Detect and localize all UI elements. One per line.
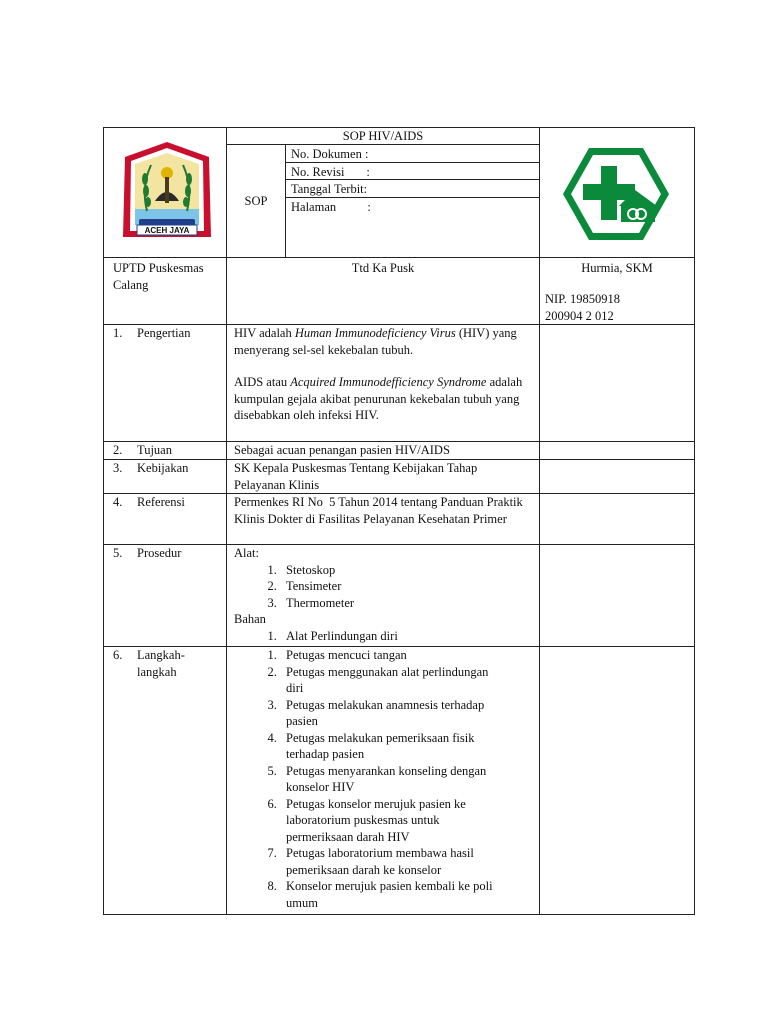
row-title: Langkah- langkah [137, 648, 185, 679]
list-item: 5. Petugas menyarankan konseling dengan konselor HIV [280, 763, 508, 796]
row-number: 1. [113, 326, 123, 340]
official-name: Hurmia, SKM [581, 261, 653, 275]
list-item: 2. Tensimeter [280, 578, 538, 595]
langkah-list [234, 647, 508, 911]
signature-label: Ttd Ka Pusk [351, 261, 415, 275]
list-item: 4. Petugas melakukan pemeriksaan fisik terhadap pasien [280, 730, 508, 763]
row-pengertian-content [234, 325, 538, 424]
puskesmas-cross-icon [561, 144, 671, 244]
row-prosedur-content [234, 545, 538, 644]
list-item: 7. Petugas laboratorium membawa hasil pemeriksaan darah ke konselor [280, 845, 508, 878]
column-divider-1 [226, 127, 227, 915]
logo-caption: ACEH JAYA [144, 226, 190, 235]
row-title: Pengertian [137, 326, 191, 340]
field-no-revisi: No. Revisi : [291, 165, 370, 179]
row-number: 6. [113, 648, 123, 662]
row-number: 4. [113, 495, 123, 509]
official-nip-line2: 200904 2 012 [545, 309, 614, 323]
bahan-heading: Bahan [234, 612, 266, 626]
list-item: 3. Thermometer [280, 595, 538, 612]
field-tanggal-terbit: Tanggal Terbit: [291, 182, 368, 196]
hiv-definition: HIV adalah Human Immunodeficiency Virus (HIV) yang menyerang sel-sel kekebalan tubuh. [234, 326, 517, 357]
puskesmas-logo [561, 144, 671, 244]
list-item: 6. Petugas konselor merujuk pasien ke laboratorium puskesmas untuk permeriksaan darah HIV [280, 796, 508, 846]
row-number: 5. [113, 546, 123, 560]
list-item: 3. Petugas melakukan anamnesis terhadap pasien [280, 697, 508, 730]
row-title: Prosedur [137, 546, 182, 560]
alat-list [234, 562, 538, 612]
row-tujuan-content: Sebagai acuan penangan pasien HIV/AIDS [234, 443, 450, 457]
row-divider-header [103, 257, 695, 258]
row-referensi-content: Permenkes RI No 5 Tahun 2014 tentang Panduan Praktik Klinis Dokter di Fasilitas Pelayanan Kesehatan Primer [234, 495, 526, 526]
table-border-left [103, 127, 104, 915]
alat-heading: Alat: [234, 546, 259, 560]
aceh-jaya-logo [121, 139, 213, 241]
bahan-list [234, 628, 538, 645]
sop-document [103, 127, 695, 915]
row-title: Tujuan [137, 443, 172, 457]
list-item: 2. Petugas menggunakan alat perlindungan diri [280, 664, 508, 697]
row-number: 3. [113, 461, 123, 475]
field-no-dokumen: No. Dokumen : [291, 147, 369, 161]
list-item: 1. Stetoskop [280, 562, 538, 579]
list-item: 1. Alat Perlindungan diri [280, 628, 538, 645]
aids-definition: AIDS atau Acquired Immunodefficiency Syndrome adalah kumpulan gejala akibat penurunan kekebalan tubuh yang disebabkan oleh infeksi HIV. [234, 375, 523, 422]
document-title: SOP HIV/AIDS [342, 129, 424, 143]
official-nip-line1: NIP. 19850918 [545, 292, 621, 306]
table-border-bottom [103, 914, 695, 915]
row-title: Referensi [137, 495, 185, 509]
list-item: 8. Konselor merujuk pasien kembali ke poli umum [280, 878, 508, 911]
row-number: 2. [113, 443, 123, 457]
aceh-jaya-emblem-icon [121, 139, 213, 241]
row-pengertian-label [103, 325, 226, 441]
list-item: 1. Petugas mencuci tangan [280, 647, 508, 664]
row-title: Kebijakan [137, 461, 189, 475]
table-border-right [694, 127, 695, 915]
row-langkah-content [234, 647, 508, 911]
field-halaman: Halaman : [291, 200, 371, 214]
sop-label: SOP [244, 194, 268, 208]
row-kebijakan-content: SK Kepala Puskesmas Tentang Kebijakan Tahap Pelayanan Klinis [234, 461, 478, 492]
organization-name: UPTD Puskesmas Calang [113, 261, 204, 292]
sop-divider [285, 144, 286, 257]
title-divider [226, 144, 539, 145]
column-divider-2 [539, 127, 540, 915]
